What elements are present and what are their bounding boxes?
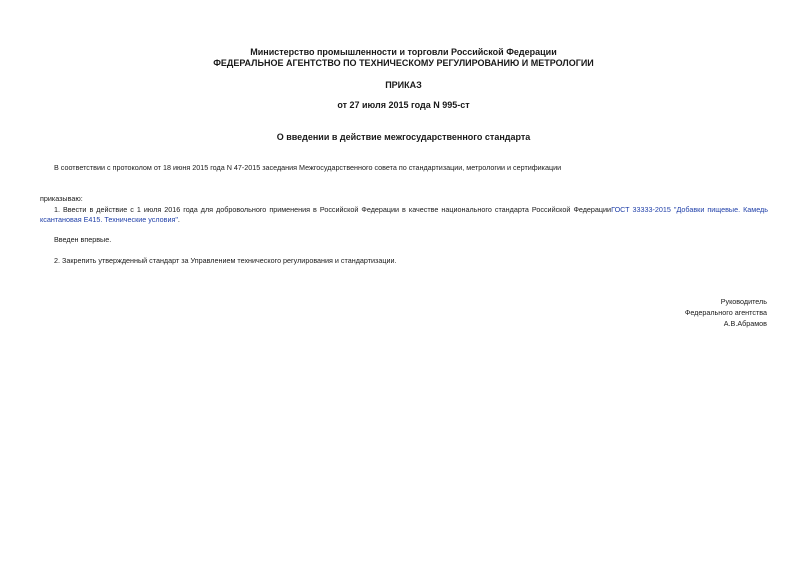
order-word: приказываю: (40, 194, 83, 203)
order-item-1-end: . (177, 215, 180, 224)
signature-block (685, 296, 767, 329)
document-date: от 27 июля 2015 года N 995-ст (337, 100, 470, 110)
agency-name: ФЕДЕРАЛЬНОЕ АГЕНТСТВО ПО ТЕХНИЧЕСКОМУ РЕГУЛИРОВАНИЮ И МЕТРОЛОГИИ (213, 58, 594, 68)
first-introduced-note: Введен впервые. (54, 235, 112, 244)
document-type: ПРИКАЗ (385, 80, 422, 90)
gost-link[interactable]: ГОСТ 33333-2015 "Добавки пищевые. Камедь ксантановая Е415. Технические условия" (40, 205, 768, 224)
signature-organization: Федерального агентства (684, 308, 767, 317)
ministry-name: Министерство промышленности и торговли Российской Федерации (250, 47, 557, 57)
order-item-1 (40, 205, 768, 225)
preamble-text: В соответствии с протоколом от 18 июня 2015 года N 47-2015 заседания Межгосударственного совета по стандартизации, метрологии и сертификации (54, 163, 562, 172)
document-header (0, 47, 807, 69)
signature-position: Руководитель (720, 297, 767, 306)
order-item-2: 2. Закрепить утвержденный стандарт за Управлением технического регулирования и стандартизации. (54, 256, 397, 265)
order-item-1-text: 1. Ввести в действие с 1 июля 2016 года для добровольного применения в Российской Федерации в качестве национального стандарта Российской Федерации (54, 205, 612, 214)
signature-name: А.В.Абрамов (723, 319, 767, 328)
document-subject: О введении в действие межгосударственного стандарта (276, 132, 531, 142)
